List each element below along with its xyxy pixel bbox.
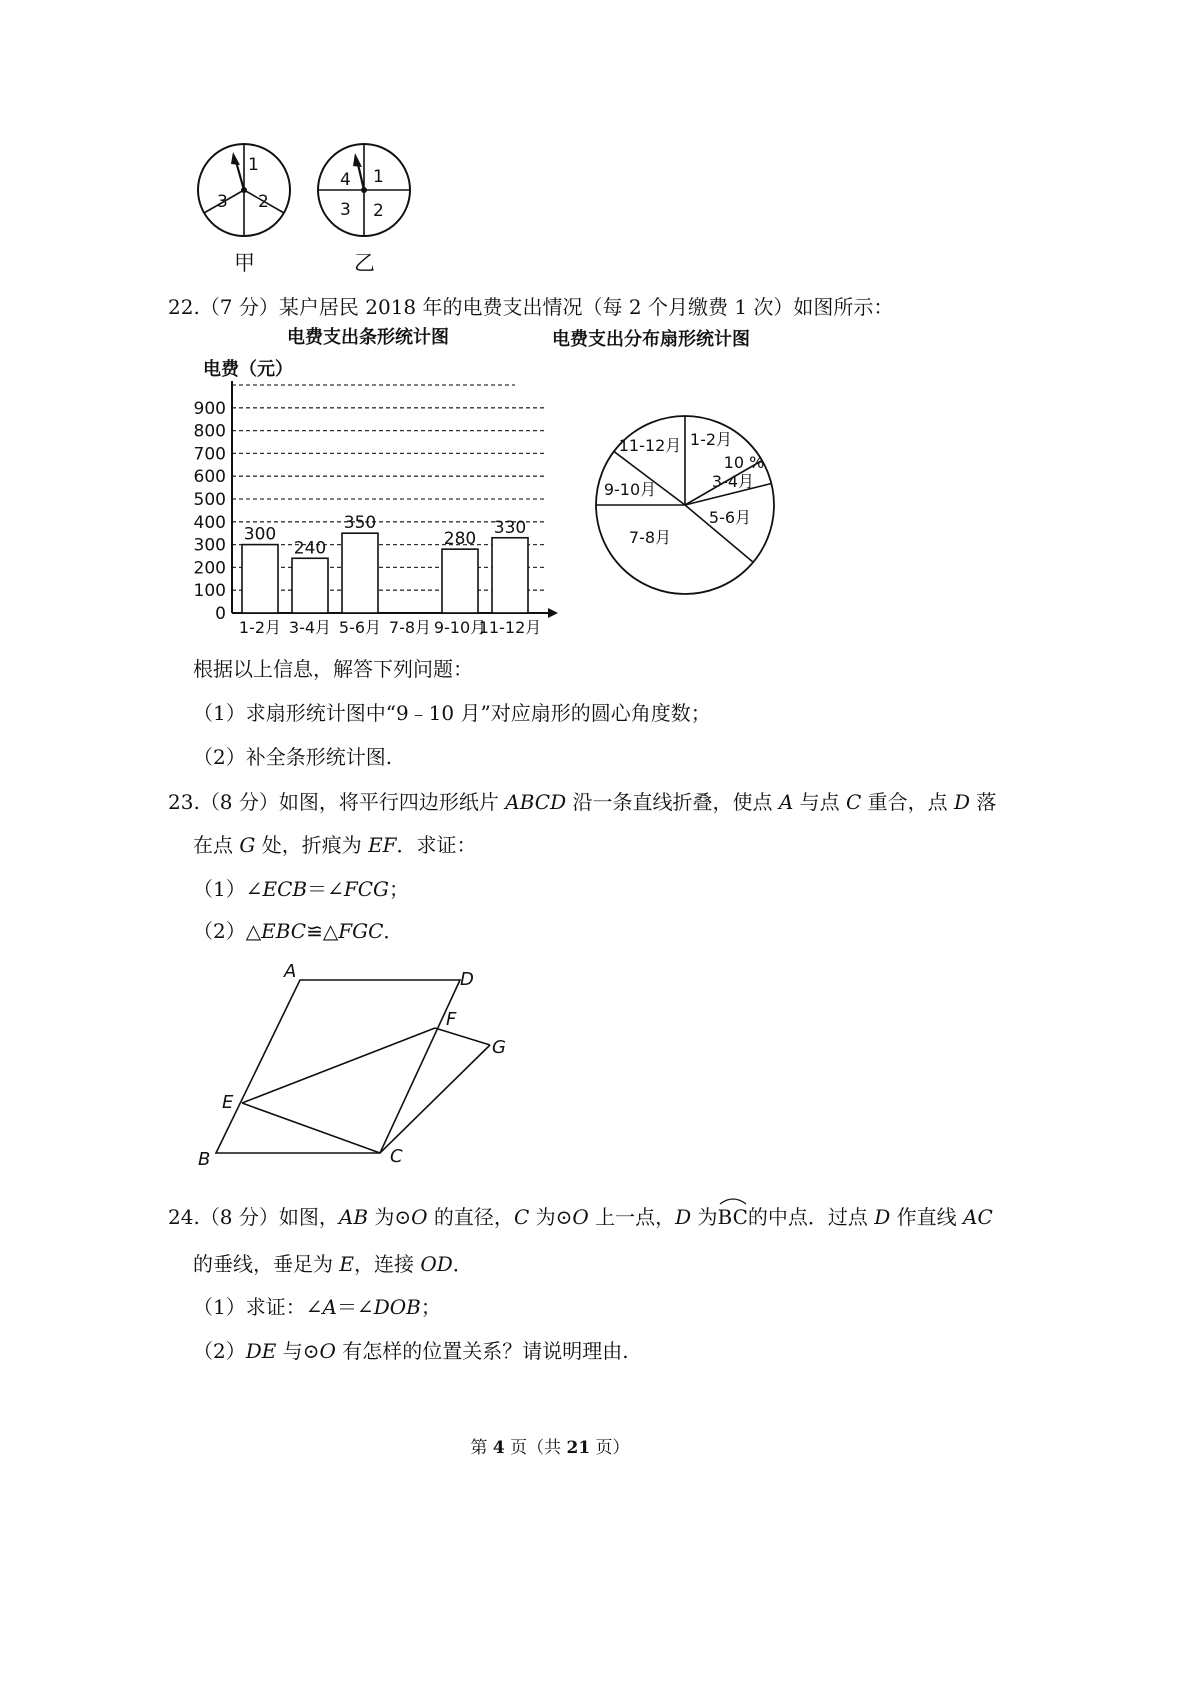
bar-data-label: 330 (493, 517, 527, 538)
q24-text: 的中点．过点 (747, 1205, 875, 1229)
y-tick-label: 700 (193, 444, 226, 465)
q24-math: C (513, 1205, 530, 1229)
q24-text: （2） (193, 1339, 246, 1363)
bar-3-4月 (292, 558, 328, 613)
pie-slice-label: 1-2月 (689, 430, 733, 449)
footer-text: 页（共 (504, 1438, 567, 1458)
q23-text: ．求证： (396, 833, 477, 857)
pie-slice-label: 7-8月 (628, 528, 672, 547)
bar-chart (180, 375, 580, 645)
spinner-jia-label: 甲 (234, 251, 255, 275)
q23-math: FCG (343, 877, 390, 901)
q23-math: EBC (261, 919, 307, 943)
y-tick-label: 900 (193, 398, 226, 419)
q24-math: A (322, 1295, 337, 1319)
arc-bc (718, 1204, 748, 1230)
spinner-yi-sector-3: 3 (340, 200, 351, 220)
y-tick-label: 600 (193, 467, 226, 488)
q23-math: FGC (338, 919, 384, 943)
q24-text: 的垂线，垂足为 (193, 1252, 340, 1276)
bar-chart-title: 电费支出条形统计图 (287, 327, 449, 348)
footer-total-pages: 21 (566, 1438, 591, 1458)
q24-text: 作直线 (890, 1205, 964, 1229)
x-tick-label: 1-2月 (238, 618, 282, 637)
q24-line1 (168, 1204, 993, 1230)
q24-math: DE (245, 1339, 277, 1363)
x-tick-label: 3-4月 (288, 618, 332, 637)
bar-1-2月 (242, 545, 278, 613)
bar-5-6月 (342, 533, 378, 613)
q23-part2 (193, 918, 403, 944)
q24-text: 与⊙ (276, 1339, 320, 1363)
point-label-c: C (390, 1146, 403, 1167)
y-tick-label: 200 (193, 558, 226, 579)
pie-chart-title: 电费支出分布扇形统计图 (552, 329, 750, 350)
bar-data-label: 240 (293, 538, 327, 559)
q24-text: 有怎样的位置关系？请说明理由. (335, 1339, 629, 1363)
q23-number: 23. (168, 790, 200, 814)
footer-page-number: 4 (492, 1438, 505, 1458)
q24-math: DOB (373, 1295, 421, 1319)
q24-points: （8 分） (199, 1205, 279, 1229)
bar-data-label: 350 (343, 513, 377, 534)
pie-chart (590, 405, 780, 595)
q24-text: 上一点， (588, 1205, 676, 1229)
q23-math: G (239, 833, 256, 857)
q24-text: 为⊙ (368, 1205, 412, 1229)
q22-stem (168, 294, 893, 320)
spinner-jia-sector-1: 1 (248, 155, 259, 175)
q24-math: AC (963, 1205, 993, 1229)
q24-math: O (411, 1205, 428, 1229)
spinner-jia (198, 144, 290, 236)
q23-math: C (846, 790, 862, 814)
q23-part1 (193, 876, 409, 902)
bar-chart-ylabel: 电费（元） (203, 359, 293, 380)
x-tick-label: 5-6月 (338, 618, 382, 637)
x-tick-label: 7-8月 (388, 618, 432, 637)
q23-math: ABCD (505, 790, 567, 814)
spinner-yi-sector-1: 1 (373, 167, 384, 187)
spinner-yi (318, 144, 410, 236)
q24-math: D (874, 1205, 891, 1229)
spinner-jia-sector-2: 2 (258, 192, 269, 212)
q23-text: ； (389, 877, 410, 901)
q23-text: 与点 (793, 790, 847, 814)
q23-text: ≌△ (306, 919, 339, 943)
q24-number: 24. (168, 1205, 200, 1229)
q23-math: A (778, 790, 794, 814)
q22-part2: （2）补全条形统计图. (193, 745, 393, 769)
spinner-jia-sector-3: 3 (217, 192, 228, 212)
q24-line2 (193, 1251, 473, 1277)
q23-line2 (193, 832, 477, 858)
bar-data-label: 300 (243, 524, 277, 545)
q23-text: 沿一条直线折叠，使点 (566, 790, 779, 814)
footer-text: 页） (590, 1438, 630, 1458)
q23-text: （2）△ (193, 919, 262, 943)
y-tick-label: 500 (193, 490, 226, 510)
pie-slice-label: 5-6月 (708, 508, 752, 527)
point-label-e: E (222, 1092, 234, 1113)
q24-math: OD (420, 1252, 453, 1276)
q24-math: AB (338, 1205, 369, 1229)
q24-part1 (193, 1294, 441, 1320)
bar-9-10月 (442, 549, 478, 613)
point-label-a: A (284, 961, 297, 982)
y-tick-label: 300 (193, 535, 226, 556)
q24-math: O (319, 1339, 336, 1363)
q23-text: ＝∠ (307, 877, 344, 901)
q23-text: 如图，将平行四边形纸片 (278, 790, 506, 814)
q22-part1: （1）求扇形统计图中“9﹣10 月”对应扇形的圆心角度数； (193, 701, 711, 725)
q22-number: 22. (168, 295, 200, 319)
q24-math: E (339, 1252, 354, 1276)
q23-points: （8 分） (199, 790, 279, 814)
pie-slice-label: 3-4月 (711, 472, 755, 491)
q22-intro: 根据以上信息，解答下列问题： (193, 657, 473, 681)
q23-text: 落 (970, 790, 997, 814)
q23-text: 重合，点 (861, 790, 955, 814)
spinner-figures (190, 140, 430, 280)
pie-slice-label: 11-12月 (618, 436, 682, 455)
page-footer (0, 1433, 1100, 1458)
spinner-yi-label: 乙 (354, 251, 375, 275)
q24-text: ； (420, 1295, 441, 1319)
point-label-b: B (198, 1149, 211, 1170)
parallelogram-figure (190, 955, 520, 1170)
q24-text: （1）求证：∠ (193, 1295, 323, 1319)
q24-math: D (675, 1205, 692, 1229)
q23-math: D (954, 790, 971, 814)
q22-points: （7 分） (199, 295, 279, 319)
q22-stem-text: 某户居民 2018 年的电费支出情况（每 2 个月缴费 1 次）如图所示： (278, 295, 894, 319)
q24-text: 的直径， (427, 1205, 514, 1229)
y-tick-label: 400 (193, 512, 226, 533)
spinner-yi-sector-2: 2 (373, 201, 384, 221)
q24-text: 为⊙ (529, 1205, 573, 1229)
q23-text: ． (383, 919, 404, 943)
q24-text: ． (452, 1252, 473, 1276)
q23-text: 在点 (193, 833, 240, 857)
x-tick-label: 11-12月 (478, 618, 542, 637)
q24-text: 为 (691, 1205, 718, 1229)
footer-text: 第 (470, 1438, 493, 1458)
q23-math: EF (368, 833, 397, 857)
point-label-g: G (492, 1037, 506, 1058)
q23-line1 (168, 789, 996, 815)
pie-slice-label: 9-10月 (603, 480, 657, 499)
q24-part2 (193, 1338, 629, 1364)
y-tick-label: 0 (215, 604, 226, 624)
bar-11-12月 (492, 538, 528, 613)
q23-text: （1）∠ (193, 877, 263, 901)
point-label-f: F (446, 1009, 457, 1030)
y-tick-label: 800 (193, 421, 226, 442)
q24-text: ，连接 (353, 1252, 421, 1276)
arc-mark-icon (718, 1195, 748, 1205)
x-axis-arrow-icon (548, 608, 558, 618)
point-label-d: D (460, 969, 474, 990)
x-tick-label: 9-10月 (433, 618, 487, 637)
q23-text: 处，折痕为 (255, 833, 369, 857)
q23-math: ECB (262, 877, 308, 901)
q24-math: BC (717, 1205, 748, 1229)
q24-text: ＝∠ (336, 1295, 374, 1319)
spinner-yi-sector-4: 4 (340, 170, 351, 190)
q24-text: 如图， (278, 1205, 339, 1229)
y-tick-label: 100 (193, 581, 226, 602)
q24-math: O (572, 1205, 589, 1229)
pie-percent-annotation: 10 % (723, 453, 765, 472)
bar-data-label: 280 (443, 529, 477, 550)
